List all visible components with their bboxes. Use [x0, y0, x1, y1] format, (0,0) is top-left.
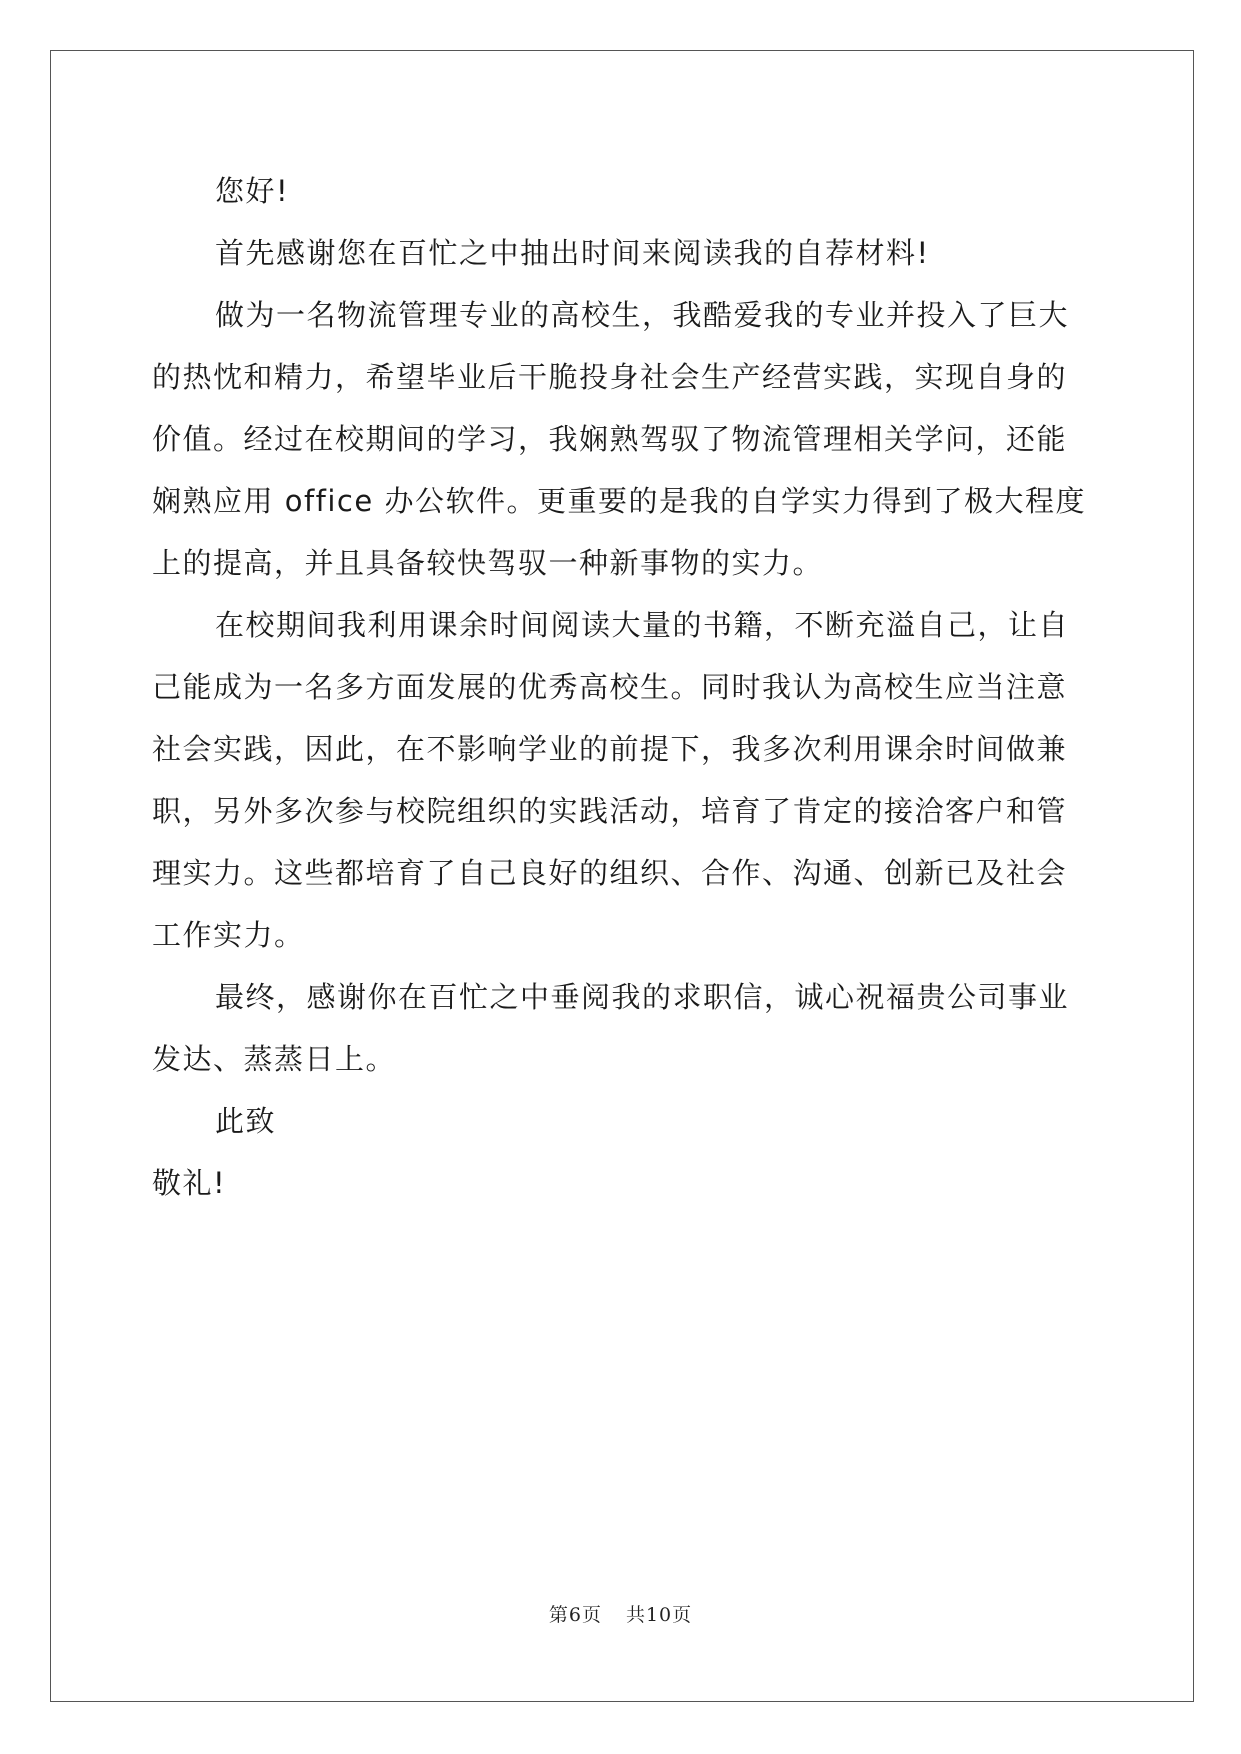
paragraph-line: 发达、蒸蒸日上。 [152, 1042, 397, 1076]
salutation: 敬礼! [152, 1166, 227, 1200]
paragraph-line: 在校期间我利用课余时间阅读大量的书籍，不断充溢自己，让自 [215, 608, 1070, 642]
paragraph-line: 的热忱和精力，希望毕业后干脆投身社会生产经营实践，实现自身的 [152, 360, 1068, 394]
paragraph-line: 理实力。这些都培育了自己良好的组织、合作、沟通、创新已及社会 [152, 856, 1068, 890]
closing: 此致 [215, 1104, 277, 1138]
paragraph-line: 职，另外多次参与校院组织的实践活动，培育了肯定的接洽客户和管 [152, 794, 1068, 828]
paragraph-line: 上的提高，并且具备较快驾驭一种新事物的实力。 [152, 546, 824, 580]
greeting: 您好! [215, 174, 290, 208]
paragraph-line: 最终，感谢你在百忙之中垂阅我的求职信，诚心祝福贵公司事业 [215, 980, 1070, 1014]
paragraph-line: 做为一名物流管理专业的高校生，我酷爱我的专业并投入了巨大 [215, 298, 1070, 332]
paragraph-line: 价值。经过在校期间的学习，我娴熟驾驭了物流管理相关学问，还能 [152, 422, 1068, 456]
page-number: 第6页 [548, 1604, 602, 1626]
page-total: 共10页 [625, 1604, 693, 1626]
paragraph-line: 娴熟应用 office 办公软件。更重要的是我的自学实力得到了极大程度 [152, 484, 1086, 518]
page-footer [0, 1600, 1241, 1627]
letter-body [152, 160, 1090, 1214]
paragraph-line: 社会实践，因此，在不影响学业的前提下，我多次利用课余时间做兼 [152, 732, 1068, 766]
paragraph-line: 工作实力。 [152, 918, 305, 952]
paragraph-intro: 首先感谢您在百忙之中抽出时间来阅读我的自荐材料! [215, 236, 930, 270]
paragraph-line: 己能成为一名多方面发展的优秀高校生。同时我认为高校生应当注意 [152, 670, 1068, 704]
